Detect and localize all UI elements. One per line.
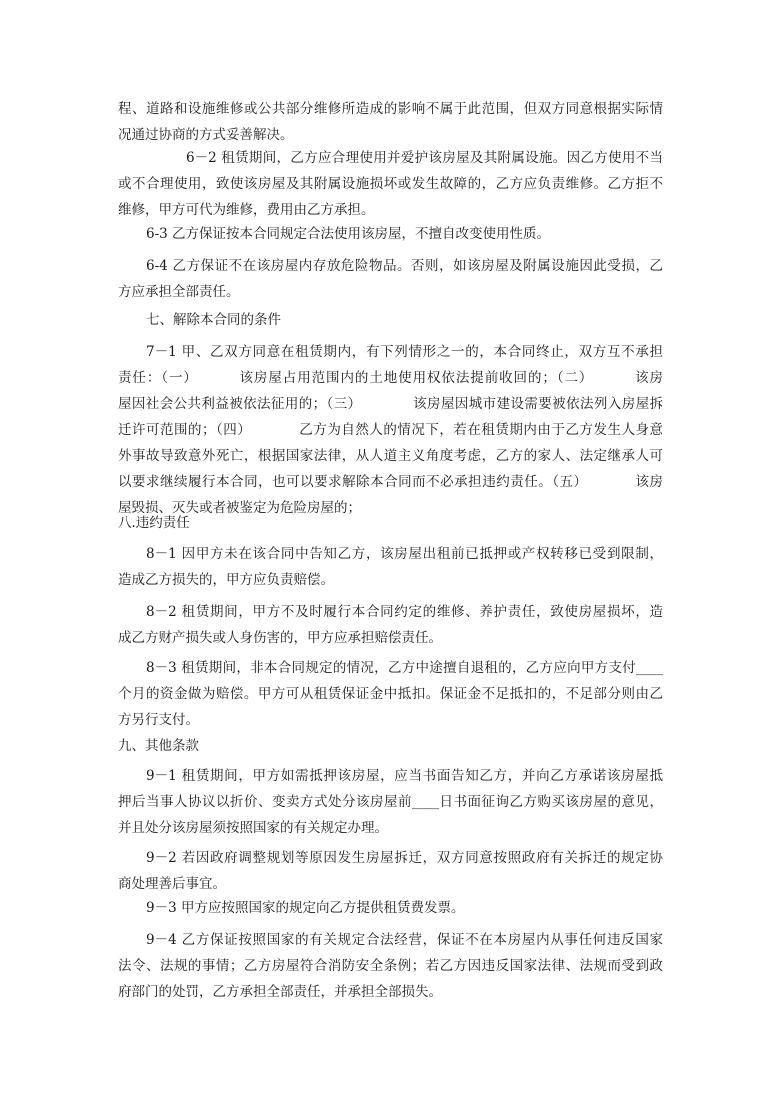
- text-line: 个月的资金做为赔偿。甲方可从租赁保证金中抵扣。保证金不足抵扣的，不足部分则由乙: [118, 686, 663, 702]
- text-line: 法令、法规的事情；乙方房屋符合消防安全条例；若乙方因违反国家法律、法规而受到政: [118, 958, 663, 974]
- text-line: 程、道路和设施维修或公共部分维修所造成的影响不属于此范围，但双方同意根据实际情: [118, 101, 663, 117]
- text-line: 方应承担全部责任。: [118, 284, 240, 300]
- text-line: 并且处分该房屋须按照国家的有关规定办理。: [118, 820, 388, 836]
- text-line: 押后当事人协议以折价、变卖方式处分该房屋前____日书面征询乙方购买该房屋的意见，: [118, 794, 663, 810]
- clause-9-3: 9－3 甲方应按照国家的规定向乙方提供租赁费发票。: [146, 900, 465, 916]
- text-line: 外事故导致意外死亡，根据国家法律，从人道主义角度考虑，乙方的家人、法定继承人可: [118, 448, 663, 464]
- clause-9-1: 9－1 租赁期间，甲方如需抵押该房屋，应当书面告知乙方，并向乙方承诺该房屋抵: [146, 768, 663, 784]
- text-line: 或不合理使用，致使该房屋及其附属设施损坏或发生故障的，乙方应负责维修。乙方拒不: [118, 176, 663, 192]
- clause-9-4: 9－4 乙方保证按照国家的有关规定合法经营，保证不在本房屋内从事任何违反国家: [146, 932, 663, 948]
- clause-6-2: 6－2 租赁期间，乙方应合理使用并爱护该房屋及其附属设施。因乙方使用不当: [186, 150, 663, 166]
- text-line: 商处理善后事宜。: [118, 876, 226, 892]
- clause-8-1: 8－1 因甲方未在该合同中告知乙方，该房屋出租前已抵押或产权转移已受到限制，: [146, 546, 663, 562]
- clause-6-3: 6-3 乙方保证按本合同规定合法使用该房屋，不擅自改变使用性质。: [146, 226, 551, 242]
- text-line: 府部门的处罚，乙方承担全部责任，并承担全部损失。: [118, 984, 442, 1000]
- clause-8-3: 8－3 租赁期间，非本合同规定的情况，乙方中途擅自退租的，乙方应向甲方支付____: [146, 660, 663, 676]
- text-line: 责任：（一） 该房屋占用范围内的土地使用权依法提前收回的；（二） 该房: [118, 370, 663, 386]
- clause-8-2: 8－2 租赁期间，甲方不及时履行本合同约定的维修、养护责任，致使房屋损坏，造: [146, 604, 663, 620]
- text-line: 况通过协商的方式妥善解决。: [118, 127, 294, 143]
- text-line: 屋毁损、灭失或者被鉴定为危险房屋的；: [118, 500, 361, 516]
- text-line: 迁许可范围的；（四） 乙方为自然人的情况下，若在租赁期内由于乙方发生人身意: [118, 422, 663, 438]
- text-line: 屋因社会公共利益被依法征用的；（三） 该房屋因城市建设需要被依法列入房屋拆: [118, 396, 663, 412]
- text-line: 方另行支付。: [118, 712, 199, 728]
- text-line: 维修，甲方可代为维修，费用由乙方承担。: [118, 202, 375, 218]
- clause-7-1: 7－1 甲、乙双方同意在租赁期内，有下列情形之一的，本合同终止，双方互不承担: [146, 344, 663, 360]
- text-line: 以要求继续履行本合同，也可以要求解除本合同而不必承担违约责任。（五） 该房: [118, 474, 663, 490]
- section-heading-7: 七、解除本合同的条件: [146, 312, 281, 328]
- text-line: 造成乙方损失的，甲方应负责赔偿。: [118, 572, 334, 588]
- clause-6-4: 6-4 乙方保证不在该房屋内存放危险物品。否则，如该房屋及附属设施因此受损，乙: [146, 258, 663, 274]
- section-heading-8: 八.违约责任: [118, 515, 190, 531]
- clause-9-2: 9－2 若因政府调整规划等原因发生房屋拆迁，双方同意按照政府有关拆迁的规定协: [146, 850, 663, 866]
- text-line: 成乙方财产损失或人身伤害的，甲方应承担赔偿责任。: [118, 630, 442, 646]
- section-heading-9: 九、其他条款: [118, 738, 199, 754]
